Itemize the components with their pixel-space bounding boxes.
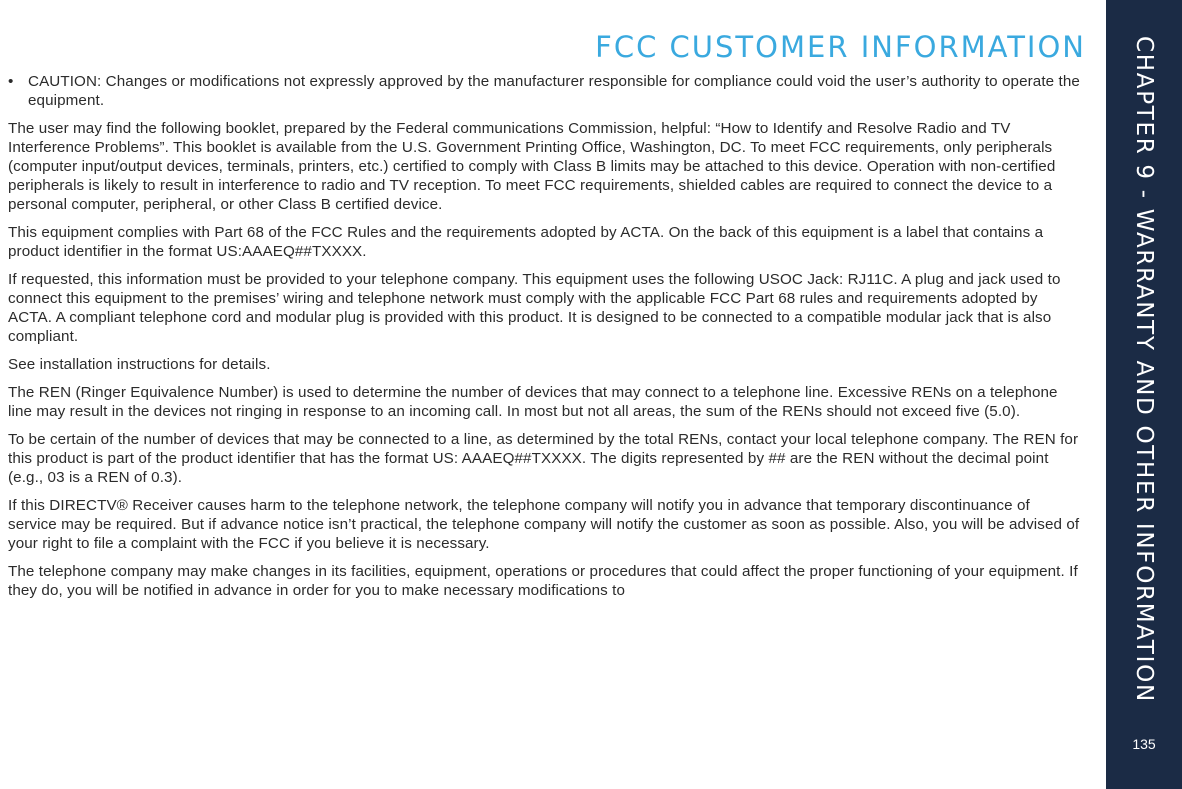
document-body — [8, 72, 1080, 609]
paragraph-network-harm: If this DIRECTV® Receiver causes harm to the telephone network, the telephone company will notify you in advance that temporary discontinuance of service may be required. But if advance notice isn’t practical, the telephone company will notify the customer as soon as possible. Also, you will be advised of your right to file a complaint with the FCC if you believe it is necessary. — [8, 497, 1080, 552]
paragraph-booklet: The user may find the following booklet, prepared by the Federal communications Commission, helpful: “How to Identify and Resolve Radio and TV Interference Problems”. This booklet is available from the U.S. Government Printing Office, Washington, DC. To meet FCC requirements, only peripherals (computer input/output devices, terminals, printers, etc.) certified to comply with Class B limits may be attached to this device. Operation with non-certified peripherals is likely to result in interference to radio and TV reception. To meet FCC requirements, shielded cables are required to connect the device to a personal computer, peripheral, or other Class B certified device. — [8, 120, 1056, 213]
caution-bullet — [8, 72, 1080, 110]
bullet-marker: • — [8, 73, 14, 90]
paragraph-ren: The REN (Ringer Equivalence Number) is used to determine the number of devices that may connect to a telephone line. Excessive RENs on a telephone line may result in the devices not ringing in response to an incoming call. In most but not all areas, the sum of the RENs should not exceed five (5.0). — [8, 384, 1058, 420]
paragraph-facility-changes: The telephone company may make changes in its facilities, equipment, operations or procedures that could affect the proper functioning of your equipment. If they do, you will be notified in advance in order for you to make necessary modifications to — [8, 563, 1078, 599]
caution-text: CAUTION: Changes or modifications not expressly approved by the manufacturer responsible for compliance could void the user’s authority to operate the equipment. — [28, 73, 1080, 109]
paragraph-ren-count: To be certain of the number of devices that may be connected to a line, as determined by the total RENs, contact your local telephone company. The REN for this product is part of the product identifier that has the format US: AAAEQ##TXXXX. The digits represented by ## are the REN without the decimal point (e.g., 03 is a REN of 0.3). — [8, 431, 1079, 486]
page-title: FCC CUSTOMER INFORMATION — [595, 30, 1086, 64]
page-number: 135 — [1132, 736, 1156, 752]
chapter-title: CHAPTER 9 - WARRANTY AND OTHER INFORMATION — [1131, 36, 1157, 703]
paragraph-installation: See installation instructions for details. — [8, 356, 271, 373]
paragraph-usoc-jack: If requested, this information must be provided to your telephone company. This equipment uses the following USOC Jack: RJ11C. A plug and jack used to connect this equipment to the premises’ wiring and telephone network must comply with the applicable FCC Part 68 rules and requirements adopted by ACTA. A compliant telephone cord and modular plug is provided with this product. It is designed to be connected to a compatible modular jack that is also compliant. — [8, 271, 1061, 345]
paragraph-part68: This equipment complies with Part 68 of the FCC Rules and the requirements adopted by ACTA. On the back of this equipment is a label that contains a product identifier in the format US:AAAEQ##TXXXX. — [8, 224, 1044, 260]
